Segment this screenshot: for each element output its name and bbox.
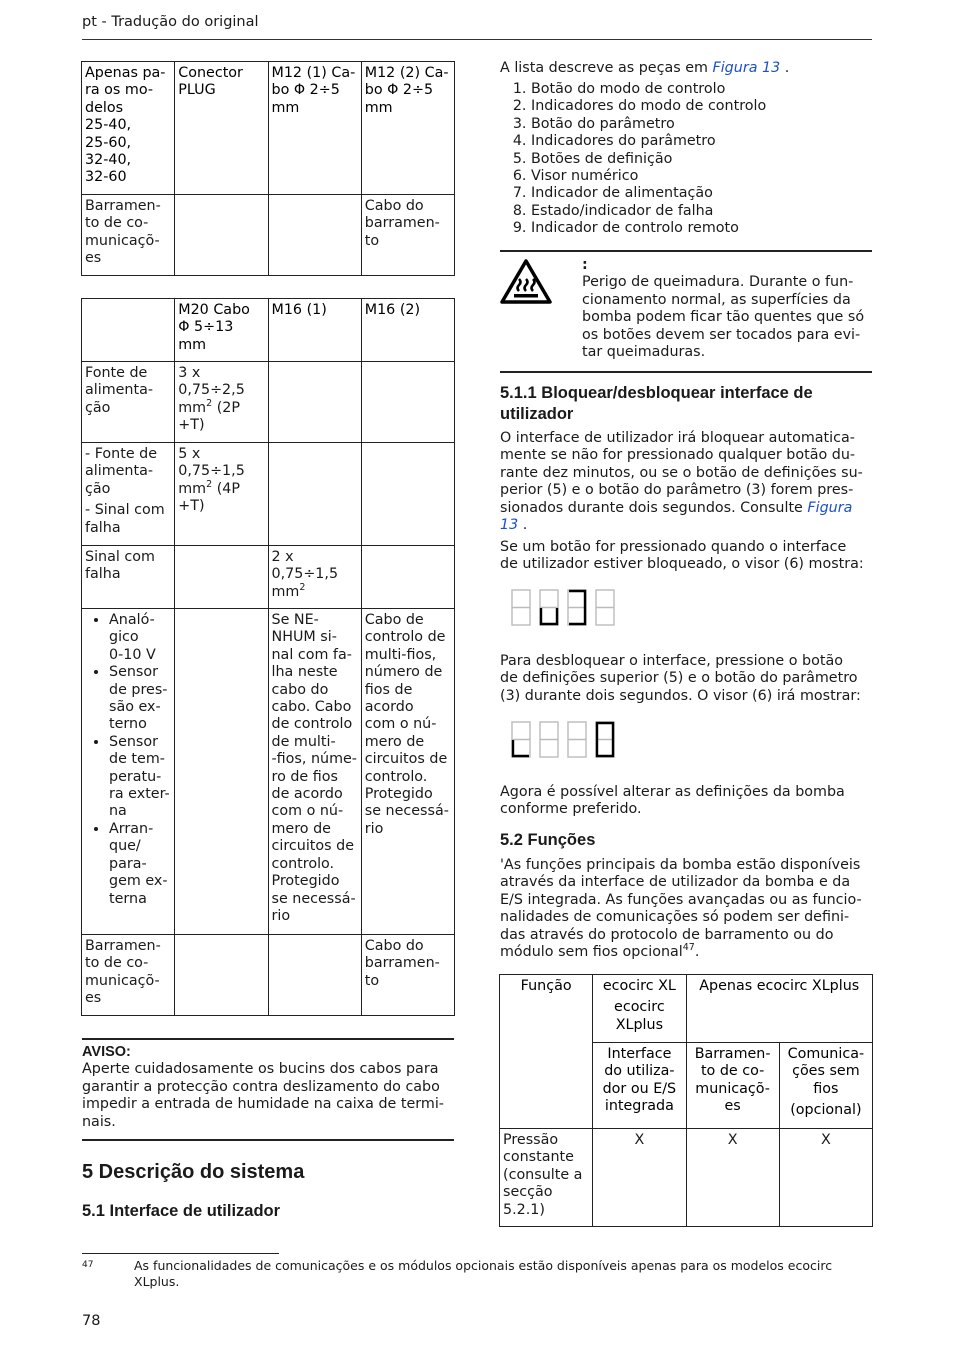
header-text: Comunica- ções sem fios — [787, 1046, 865, 1097]
connector-table-1 — [81, 61, 455, 276]
table-cell: Pressão constante (consulte a secção 5.2.1) — [500, 1129, 593, 1227]
table-header-cell: Função — [500, 975, 593, 1129]
list-item: 8. Estado/indicador de falha — [531, 203, 903, 220]
locked-paragraph: Se um botão for pressionado quando o interface de utilizador estiver bloqueado, o visor (6) mostra: — [500, 539, 864, 573]
table-header-cell: Barramen- to de co- municaçõ- es — [686, 1043, 779, 1129]
page-number: 78 — [82, 1313, 101, 1329]
footnote-number: 47 — [82, 1260, 94, 1270]
table-cell: Apenas pa- ra os mo- delos 25-40, 25-60, 32-40, 32-60 — [82, 62, 175, 195]
table-cell — [175, 935, 268, 1016]
warning-box — [500, 250, 872, 373]
table-cell: X — [779, 1129, 872, 1227]
table-cell — [175, 443, 268, 546]
list-item: • Arran- que/ para- gem ex- terna — [109, 821, 171, 908]
notice-title: AVISO: — [82, 1044, 131, 1060]
notice-box — [82, 1038, 454, 1141]
table-cell: Sinal com falha — [82, 546, 175, 609]
warning-label: : — [582, 257, 588, 273]
now-paragraph: Agora é possível alterar as definições da bomba conforme preferido. — [500, 784, 845, 818]
functions-table — [499, 974, 873, 1227]
intro-paragraph — [500, 60, 872, 77]
list-item: • Analó- gico 0-10 V — [109, 612, 171, 664]
table-cell: M20 Cabo Φ 5÷13 mm — [175, 299, 268, 362]
footnote-text: As funcionalidades de comunicações e os módulos opcionais estão disponíveis apenas para os modelos ecocirc XLplus. — [134, 1258, 833, 1289]
cell-text: (4P +T) — [178, 480, 240, 515]
connector-table-2 — [81, 298, 455, 1016]
table-cell — [268, 195, 361, 276]
table-cell: Conector PLUG — [175, 62, 268, 195]
table-cell: Cabo do barramen- to — [361, 195, 454, 276]
lock-text: O interface de utilizador irá bloquear automatica- mente se não for pressionado qualquer botão du- rante dez minutos, ou se o botão de definições su- perior (5) e o botão do parâmetro (3) forem pres- sionados durante dois segundos. Consulte — [500, 430, 863, 516]
superscript: 2 — [206, 398, 213, 410]
superscript: 2 — [299, 582, 306, 594]
list-item: 6. Visor numérico — [531, 168, 903, 185]
section-5-2-heading: 5.2 Funções — [500, 831, 596, 849]
figure-link[interactable]: Figura 13 — [500, 499, 853, 534]
page-header — [82, 14, 872, 40]
warning-text: Perigo de queimadura. Durante o fun- cionamento normal, as superfícies da bomba podem ficar tão quentes que só os botões devem ser tocados para evi- tar queimaduras. — [582, 274, 865, 361]
table-cell — [175, 362, 268, 443]
table-cell — [268, 935, 361, 1016]
table-cell: Cabo do barramen- to — [361, 935, 454, 1016]
table-cell — [268, 443, 361, 546]
cell-text: - Fonte de alimenta- ção — [85, 446, 158, 497]
table-cell: X — [593, 1129, 686, 1227]
cell-text: - Sinal com falha — [85, 502, 165, 536]
table-cell — [82, 609, 175, 935]
hot-surface-icon — [500, 258, 552, 304]
list-item: • Sensor de pres- são ex- terno — [109, 664, 171, 734]
table-cell — [175, 195, 268, 276]
table-cell: M12 (2) Ca- bo Φ 2÷5 mm — [361, 62, 454, 195]
cell-text: 5 x 0,75÷1,5 mm — [178, 446, 245, 497]
table-cell — [175, 609, 268, 935]
header-text: ecocirc XLplus — [614, 999, 665, 1033]
table-cell — [82, 299, 175, 362]
table-cell: Barramen- to de co- municaçõ- es — [82, 195, 175, 276]
table-cell — [268, 546, 361, 609]
table-cell: M12 (1) Ca- bo Φ 2÷5 mm — [268, 62, 361, 195]
list-item: 4. Indicadores do parâmetro — [531, 133, 903, 150]
cell-text: (2P +T) — [178, 399, 240, 434]
table-cell — [268, 362, 361, 443]
list-item: 5. Botões de definição — [531, 151, 903, 168]
lock-text: . — [518, 517, 528, 534]
header-text: ecocirc XL — [602, 978, 676, 994]
notice-text: Aperte cuidadosamente os bucins dos cabos para garantir a protecção contra deslizamento do cabo impedir a entrada de humidade na caixa de termi- nais. — [82, 1061, 444, 1130]
table-header-cell — [779, 1043, 872, 1129]
list-item: 9. Indicador de controlo remoto — [531, 220, 903, 237]
table-cell: M16 (1) — [268, 299, 361, 362]
unlock-paragraph: Para desbloquear o interface, pressione o botão de definições superior (5) e o botão do parâmetro (3) durante dois segundos. O visor (6) irá mostrar: — [500, 653, 861, 704]
table-cell — [175, 546, 268, 609]
section-5-1-1-heading: 5.1.1 Bloquear/desbloquear interface de utilizador — [500, 384, 813, 423]
table-cell: Barramen- to de co- municaçõ- es — [82, 935, 175, 1016]
cell-text: 3 x 0,75÷2,5 mm — [178, 365, 245, 416]
table-header-cell: Interface do utiliza- dor ou E/S integrada — [593, 1043, 686, 1129]
parts-list — [500, 81, 903, 238]
section-5-heading: 5 Descrição do sistema — [82, 1161, 305, 1183]
figure-link[interactable]: Figura 13 — [712, 60, 781, 76]
list-item: 1. Botão do modo de controlo — [531, 81, 903, 98]
functions-text: 'As funções principais da bomba estão disponíveis através da interface de utilizador da bomba e da E/S integrada. As funções avançadas ou as funcio- nalidades de comunicações só podem ser defini- das através do protocolo de barramento ou do módulo sem fios opcional — [500, 857, 862, 961]
table-cell — [82, 443, 175, 546]
unlocked-display-icon — [510, 720, 620, 760]
superscript: 2 — [206, 479, 213, 491]
table-header-cell — [593, 975, 686, 1043]
header-text: (opcional) — [790, 1102, 862, 1119]
table-cell: Se NE- NHUM si- nal com fa- lha neste cabo do cabo. Cabo de controlo de multi- -fios, núme- ro de fios de acordo com o nú- mero de circuitos de controlo. Protegido se necessá- rio — [268, 609, 361, 935]
warning-content — [582, 257, 872, 361]
table-cell: M16 (2) — [361, 299, 454, 362]
signal-list — [85, 612, 171, 908]
table-header-cell: Apenas ecocirc XLplus — [686, 975, 873, 1043]
intro-text: A lista descreve as peças em — [500, 60, 713, 76]
footnote-ref[interactable]: 47 — [682, 942, 695, 954]
functions-paragraph — [500, 857, 872, 961]
list-item: 2. Indicadores do modo de controlo — [531, 98, 903, 115]
footnote-divider — [82, 1253, 279, 1254]
table-cell — [361, 443, 454, 546]
functions-text: . — [694, 944, 700, 961]
section-5-1-heading: 5.1 Interface de utilizador — [82, 1202, 281, 1220]
lock-paragraph — [500, 430, 872, 534]
list-item: 7. Indicador de alimentação — [531, 185, 903, 202]
cell-text: 2 x 0,75÷1,5 mm — [271, 549, 339, 600]
table-cell — [361, 546, 454, 609]
table-cell: Cabo de controlo de multi-fios, número de fios de acordo com o nú- mero de circuitos de controlo. Protegido se necessá- rio — [361, 609, 454, 935]
table-cell — [361, 362, 454, 443]
list-item: 3. Botão do parâmetro — [531, 116, 903, 133]
header-text: pt - Tradução do original — [82, 14, 259, 30]
intro-text: . — [780, 60, 790, 76]
table-cell: Fonte de alimenta- ção — [82, 362, 175, 443]
list-item: • Sensor de tem- peratu- ra exter- na — [109, 734, 171, 821]
table-cell: X — [686, 1129, 779, 1227]
locked-display-icon — [510, 588, 620, 628]
